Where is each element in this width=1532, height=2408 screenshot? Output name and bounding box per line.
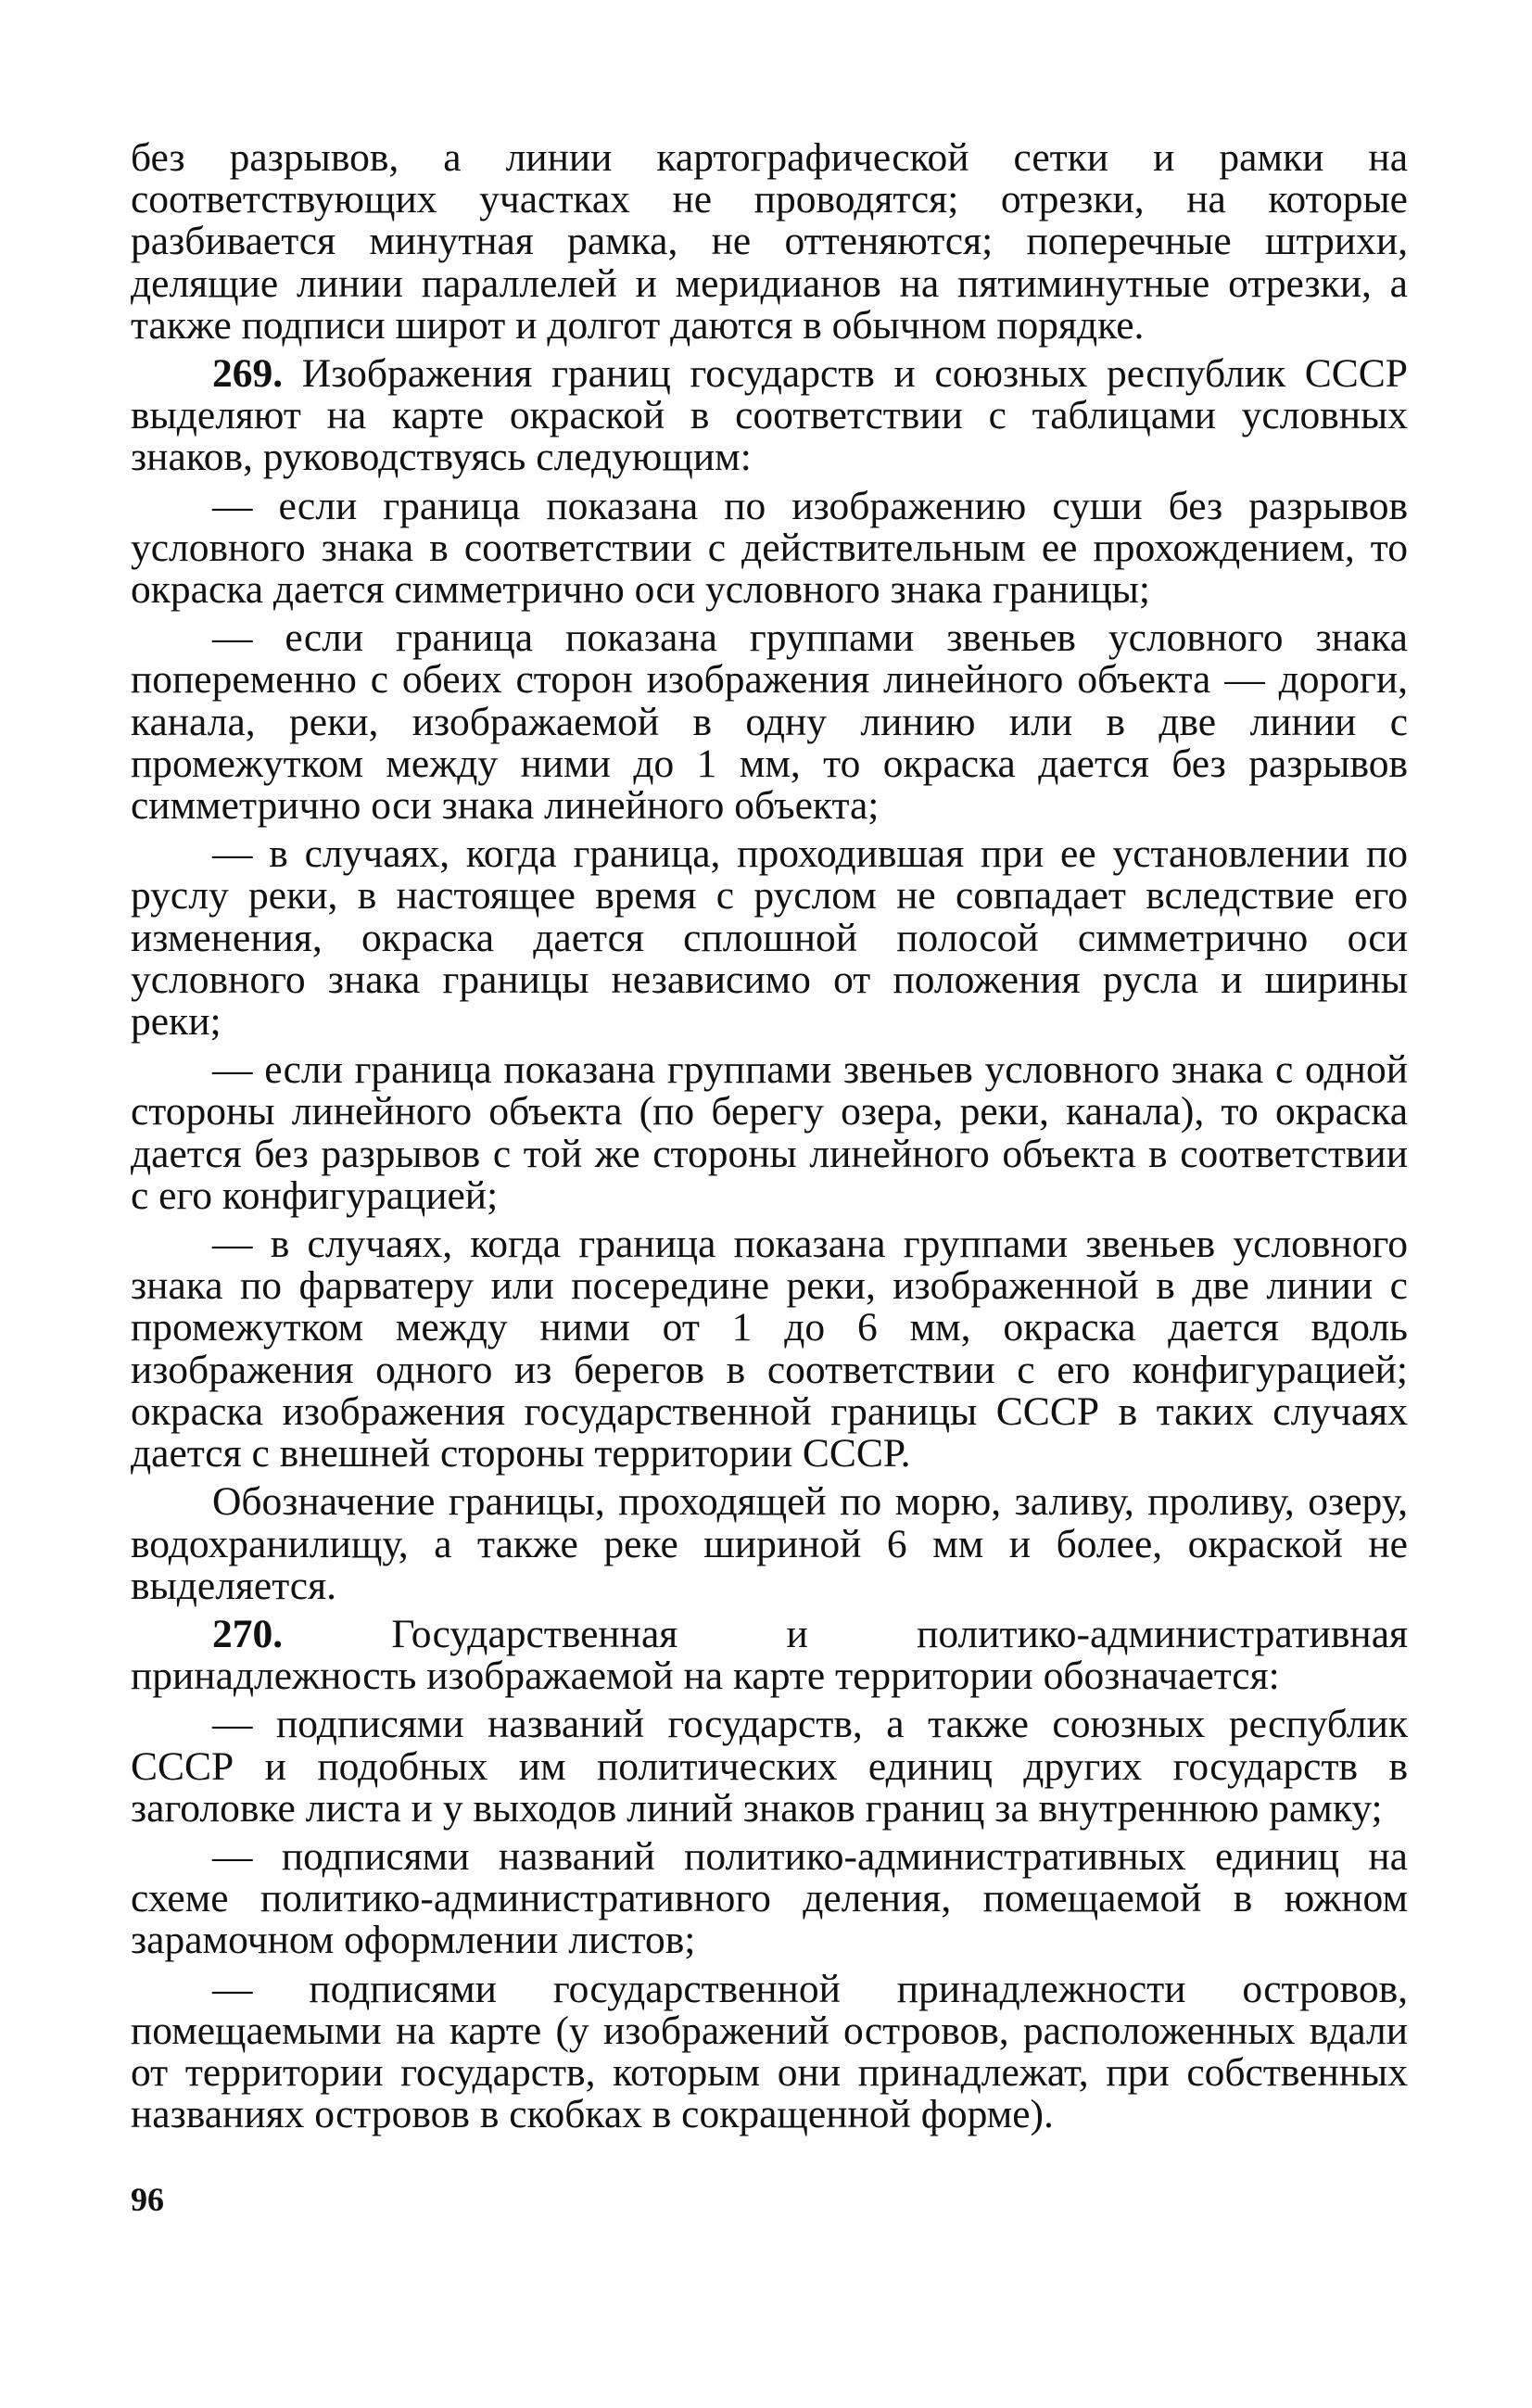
paragraph-number: 270.	[212, 1611, 284, 1656]
page-body	[131, 137, 1408, 2142]
paragraph-number: 269.	[212, 351, 284, 397]
page-number: 96	[131, 2181, 164, 2218]
paragraph-269	[131, 353, 1408, 479]
list-item: — в случаях, когда граница показана группами звеньев условного знака по фарватеру или посередине реки, изображенной в две линии с промежутком между ними от 1 до 6 мм, окраска дается вдоль изображения одного из берегов в соответствии с его конфигурацией; окраска изображения государственной границы СССР в таких случаях дается с внешней стороны территории СССР.	[131, 1222, 1408, 1476]
list-item: — если граница показана по изображению суши без разрывов условного знака в соответствии с действительным ее прохождением, то окраска дается симметрично оси условного знака границы;	[131, 483, 1408, 613]
list-item: — подписями названий политико-административных единиц на схеме политико-административного деления, помещаемой в южном зарамочном оформлении листов;	[131, 1833, 1408, 1963]
paragraph-continuation: без разрывов, а линии картографической сетки и рамки на соответствующих участках не проводятся; отрезки, на которые разбивается минутная рамка, не оттеняются; поперечные штрихи, делящие линии параллелей и меридианов на пятиминутные отрезки, а также подписи широт и долгот даются в обычном порядке.	[131, 135, 1408, 348]
paragraph-270	[131, 1611, 1409, 1699]
list-item: — если граница показана группами звеньев условного знака с одной стороны линейного объекта (по берегу озера, реки, канала), то окраска дается без разрывов с той же стороны линейного объекта в соответствии с его конфигурацией;	[131, 1047, 1408, 1218]
list-item: — подписями названий государств, а также союзных республик СССР и подобных им политических единиц других государств в заголовке листа и у выходов линий знаков границ за внутреннюю рамку;	[131, 1702, 1408, 1831]
paragraph-note: Обозначение границы, проходящей по морю, заливу, проливу, озеру, водохранилищу, а также реке шириной 6 мм и более, окраской не выделяется.	[131, 1479, 1408, 1608]
paragraph-text: Изображения границ государств и союзных республик СССР выделяют на карте окраской в соответствии с таблицами условных знаков, руководствуясь следующим:	[131, 351, 1409, 480]
paragraph-text: Государственная и политико-административная принадлежность изображаемой на карте территории обозначается:	[131, 1611, 1409, 1699]
list-item: — в случаях, когда граница, проходившая при ее установлении по руслу реки, в настоящее время с руслом не совпадает вследствие его изменения, окраска дается сплошной полосой симметрично оси условного знака границы независимо от положения русла и ширины реки;	[131, 831, 1408, 1045]
list-item: — подписями государственной принадлежности островов, помещаемыми на карте (у изображений островов, расположенных вдали от территории государств, которым они принадлежат, при собственных названиях островов в скобках в сокращенной форме).	[131, 1966, 1408, 2137]
list-item: — если граница показана группами звеньев условного знака попеременно с обеих сторон изображения линейного объекта — дороги, канала, реки, изображаемой в одну линию или в две линии с промежутком между ними до 1 мм, то окраска дается без разрывов симметрично оси знака линейного объекта;	[131, 615, 1408, 829]
